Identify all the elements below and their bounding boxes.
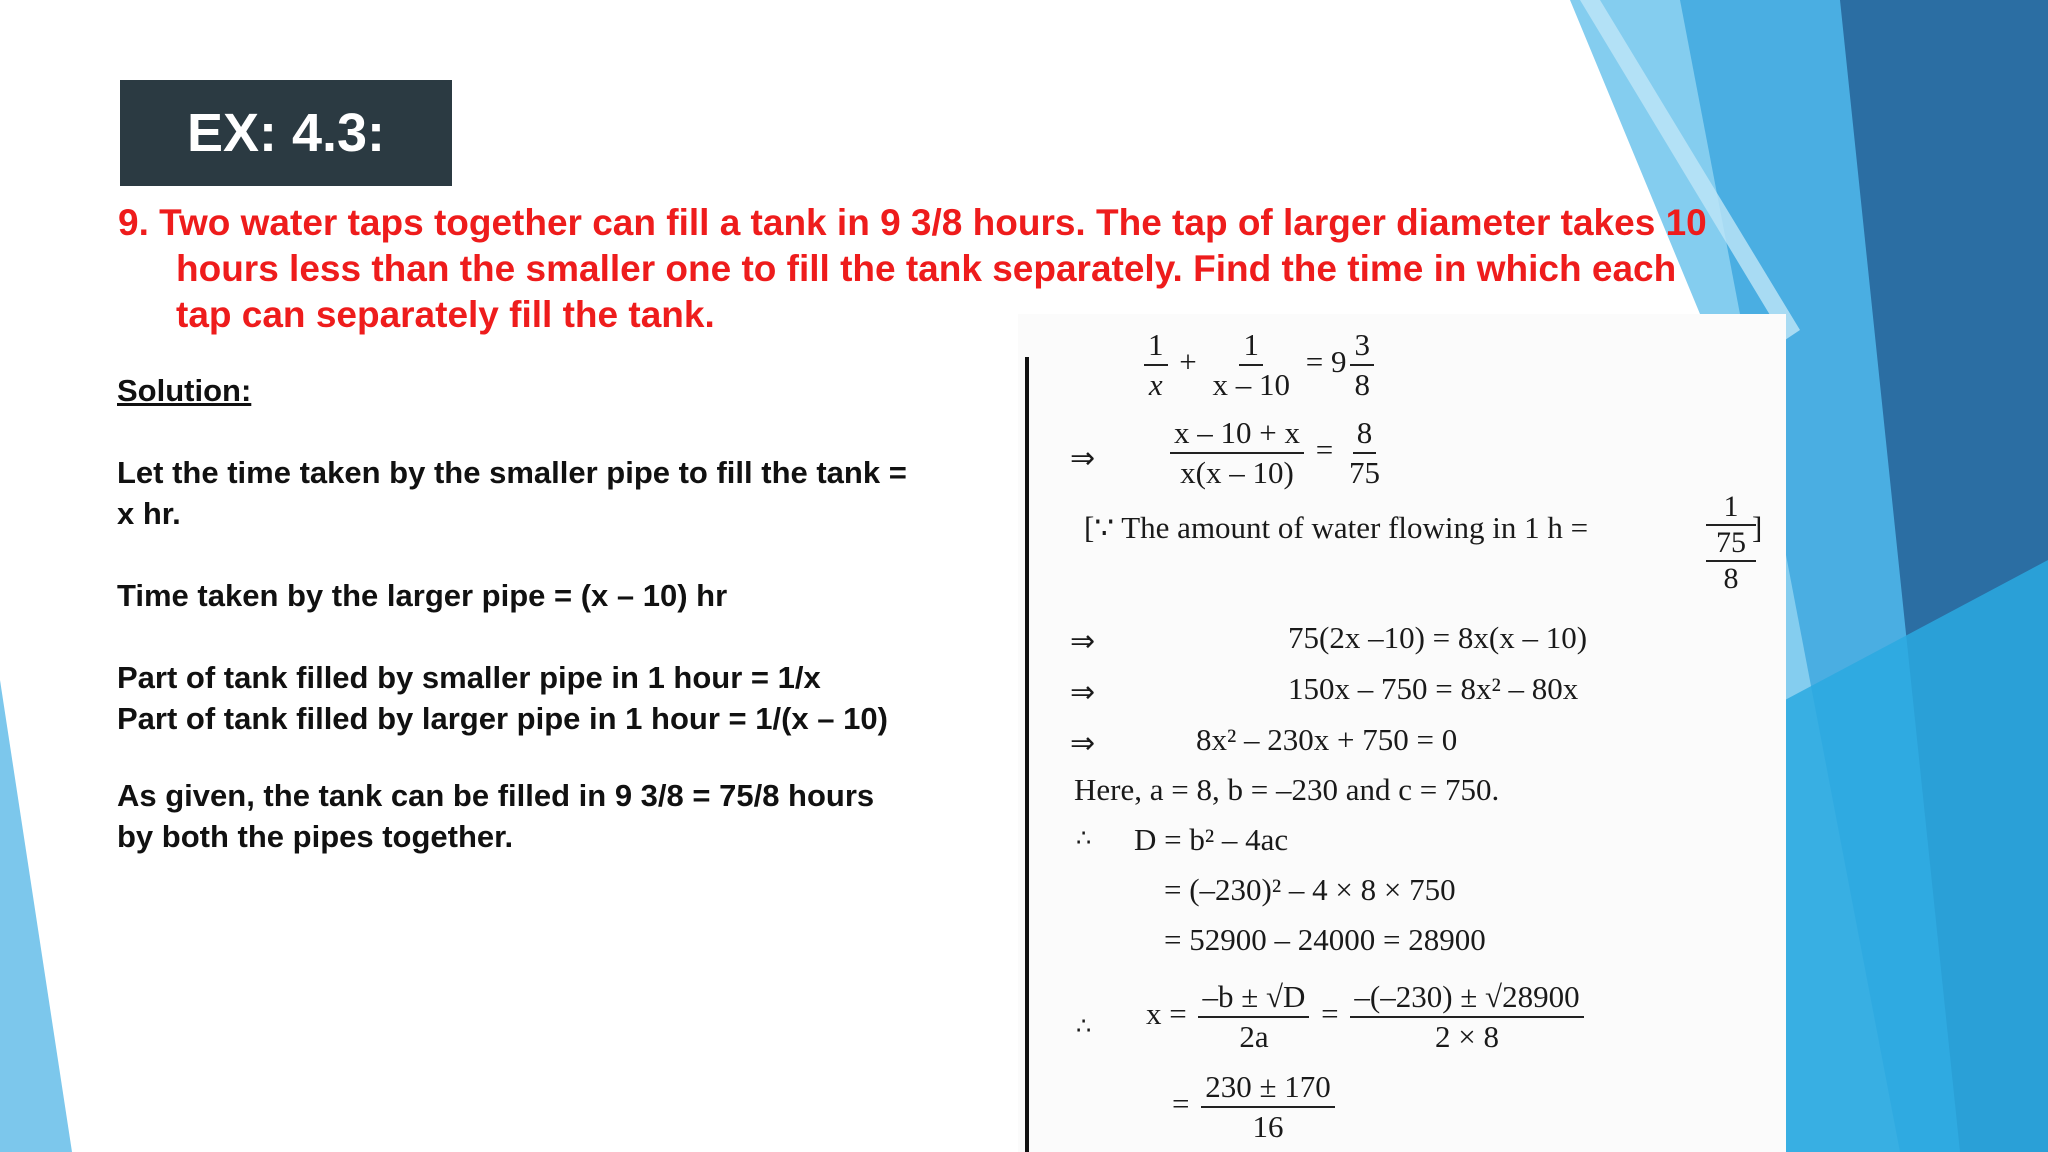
solution-line-5b: by both the pipes together. <box>117 819 514 854</box>
solution-line-2: Time taken by the larger pipe = (x – 10) hr <box>117 578 728 613</box>
implies-arrow-4: ⇒ <box>1070 726 1096 761</box>
question-line-2: hours less than the smaller one to fill the tank separately. Find the time in which each <box>176 248 1677 289</box>
solution-line-1b: x hr. <box>117 496 181 531</box>
slide-title: EX: 4.3: <box>186 103 386 163</box>
solution-line-1a: Let the time taken by the smaller pipe to fill the tank = <box>117 455 907 490</box>
question-line-3: tap can separately fill the tank. <box>176 294 715 335</box>
quadratic-result: = $\frac{230 \pm 170}{16}$ <box>1172 1070 1339 1144</box>
equation-2: $\frac{x - 10 + x}{x(x - 10)}$ = $\frac{8}{75}$ <box>1166 416 1388 490</box>
left-blue-triangle <box>0 680 72 1152</box>
question-line-1: 9. Two water taps together can fill a tank in 9 3/8 hours. The tap of larger diameter takes 10 <box>118 202 1707 243</box>
note-close-bracket: ] <box>1752 510 1763 545</box>
solution-line-3: Part of tank filled by smaller pipe in 1 hour = 1/x <box>117 660 821 695</box>
vertical-divider <box>1025 357 1029 1152</box>
implies-arrow-3: ⇒ <box>1070 675 1096 710</box>
quadratic-formula: x = $\frac{-b \pm √D}{2a}$ = $\frac{-(-230) \pm √28900}{2 \times 8}$ <box>1146 980 1588 1054</box>
implies-arrow-1: ⇒ <box>1070 441 1096 476</box>
slide-title-box <box>120 80 452 186</box>
implies-arrow-2: ⇒ <box>1070 624 1096 659</box>
therefore-symbol-1: ∴ <box>1076 826 1092 852</box>
solution-heading: Solution: <box>117 373 252 408</box>
discriminant-line-3: = 52900 – 24000 = 28900 <box>1164 922 1486 957</box>
discriminant-line-1: D = b² – 4ac <box>1134 822 1289 857</box>
discriminant-line-2: = (–230)² – 4 × 8 × 750 <box>1164 872 1456 907</box>
equation-5: 8x² – 230x + 750 = 0 <box>1196 722 1458 757</box>
solution-text <box>117 370 1017 857</box>
solution-line-5a: As given, the tank can be filled in 9 3/8 = 75/8 hours <box>117 778 875 813</box>
note-text: [∵ The amount of water flowing in 1 h = <box>1084 510 1589 545</box>
equation-1: $\frac{1}{x}$ + $\frac{1}{x - 10}$ = 9 $\frac{3}{8}$ <box>1140 328 1378 402</box>
equation-3: 75(2x –10) = 8x(x – 10) <box>1288 620 1588 655</box>
solution-line-4: Part of tank filled by larger pipe in 1 hour = 1/(x – 10) <box>117 701 888 736</box>
coefficients-line: Here, a = 8, b = –230 and c = 750. <box>1074 772 1500 807</box>
therefore-symbol-2: ∴ <box>1076 1014 1092 1040</box>
equation-4: 150x – 750 = 8x² – 80x <box>1288 671 1579 706</box>
note-compound-fraction: 1 75 8 <box>1706 490 1756 596</box>
